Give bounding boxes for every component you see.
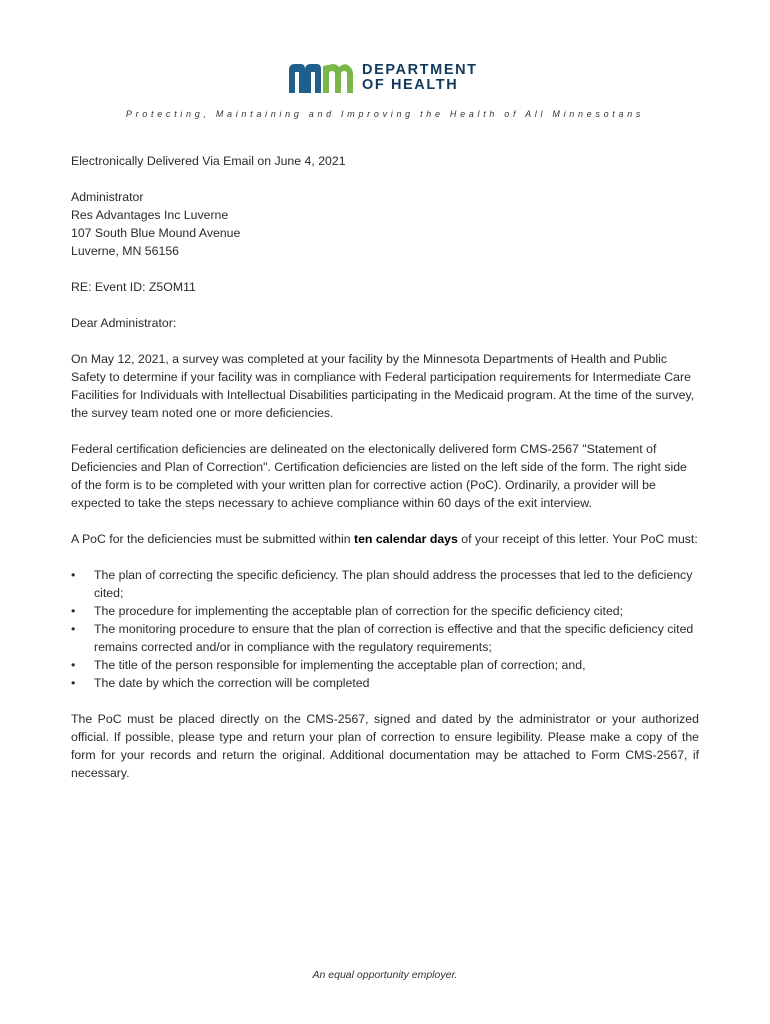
footer-eeo-statement: An equal opportunity employer. (312, 969, 458, 981)
tagline: Protecting, Maintaining and Improving the Health of All Minnesotans (125, 109, 645, 119)
letter-body (71, 152, 699, 800)
bullet-icon: • (71, 568, 76, 582)
re-line: RE: Event ID: Z5OM11 (71, 280, 196, 294)
list-item-text: The procedure for implementing the acceptable plan of correction for the specific deficiency cited; (94, 604, 624, 618)
list-item-text: The plan of correcting the specific deficiency. The plan should address the processes that led to the deficiency cited; (94, 568, 693, 600)
delivery-line: Electronically Delivered Via Email on June 4, 2021 (71, 154, 346, 168)
list-item (71, 566, 699, 602)
paragraph-poc (71, 530, 699, 548)
bullet-icon: • (71, 604, 76, 618)
department-name (362, 63, 478, 93)
mn-logo-mark-icon (289, 62, 355, 94)
address-line: Administrator (71, 190, 144, 204)
address-line: Res Advantages Inc Luverne (71, 208, 229, 222)
list-item-text: The date by which the correction will be completed (94, 676, 370, 690)
salutation: Dear Administrator: (71, 316, 177, 330)
list-item (71, 674, 699, 692)
dept-line-1: DEPARTMENT (362, 62, 478, 78)
poc-text-after: of your receipt of this letter. Your PoC must: (457, 532, 698, 546)
bullet-icon: • (71, 676, 76, 690)
bullet-icon: • (71, 658, 76, 672)
paragraph-submission: The PoC must be placed directly on the CMS-2567, signed and dated by the administrator or your authorized official. If possible, please type and return your plan of correction to ensure legibility. Please make a copy of the form for your records and return the original. Additional documentation may be attached to Form CMS-2567, if necessary. (71, 712, 699, 780)
mdh-logo (289, 62, 489, 94)
bullet-icon: • (71, 622, 76, 636)
poc-text-before: A PoC for the deficiencies must be submitted within (71, 532, 354, 546)
poc-requirements-list (71, 566, 699, 692)
list-item (71, 620, 699, 656)
recipient-address (71, 188, 699, 260)
list-item-text: The monitoring procedure to ensure that the plan of correction is effective and that the specific deficiency cited remains corrected and/or in compliance with the regulatory requirements; (94, 622, 694, 654)
poc-deadline-emphasis: ten calendar days (353, 532, 458, 546)
list-item-text: The title of the person responsible for implementing the acceptable plan of correction; and, (94, 658, 586, 672)
paragraph-survey: On May 12, 2021, a survey was completed at your facility by the Minnesota Departments of Health and Public Safety to determine if your facility was in compliance with Federal participation requirements for Intermediate Care Facilities for Individuals with Intellectual Disabilities participating in the Medicaid program. At the time of the survey, the survey team noted one or more deficiencies. (71, 352, 695, 420)
dept-line-2: OF HEALTH (362, 77, 459, 93)
list-item (71, 656, 699, 674)
address-line: 107 South Blue Mound Avenue (71, 226, 241, 240)
list-item (71, 602, 699, 620)
paragraph-deficiencies: Federal certification deficiencies are delineated on the electonically delivered form CMS-2567 "Statement of Deficiencies and Plan of Correction". Certification deficiencies are listed on the left side of the form. The right side of the form is to be completed with your written plan for corrective action (PoC). Ordinarily, a provider will be expected to take the steps necessary to achieve compliance within 60 days of the exit interview. (71, 442, 687, 510)
address-line: Luverne, MN 56156 (71, 244, 180, 258)
